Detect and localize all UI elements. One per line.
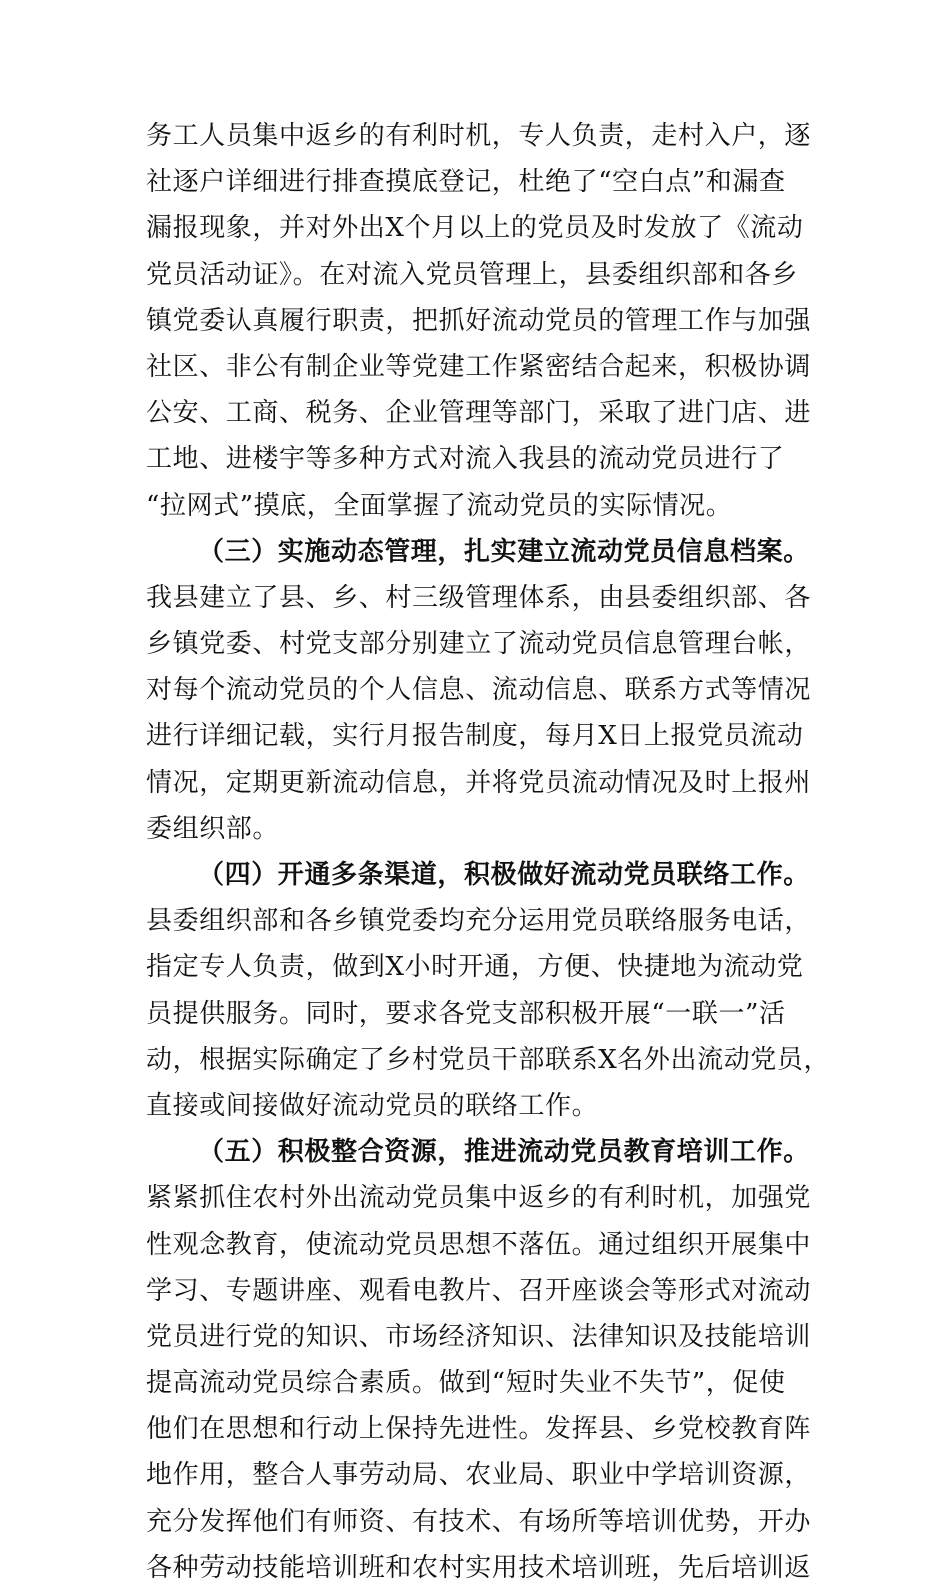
text-line: 务工人员集中返乡的有利时机，专人负责，走村入户，逐 (146, 121, 812, 151)
text-line: 动，根据实际确定了乡村党员干部联系X名外出流动党员， (146, 1044, 831, 1075)
text-line: 公安、工商、税务、企业管理等部门，采取了进门店、进 (146, 398, 812, 429)
text-line: 县委组织部和各乡镇党委均充分运用党员联络服务电话， (146, 906, 812, 937)
text-line: 社区、非公有制企业等党建工作紧密结合起来，积极协调 (146, 351, 812, 382)
text-line: 社逐户详细进行排查摸底登记，杜绝了“空白点”和漏查 (146, 167, 786, 198)
section-education-training (146, 1129, 810, 1591)
paragraph-migrant-registration (146, 113, 810, 529)
section-dynamic-management (146, 529, 810, 852)
text-line: 漏报现象，并对外出X个月以上的党员及时发放了《流动 (146, 213, 804, 244)
section-heading: （五）积极整合资源，推进流动党员教育培训工作。 (198, 1137, 810, 1168)
text-line: 镇党委认真履行职责，把抓好流动党员的管理工作与加强 (146, 305, 812, 336)
text-line: 性观念教育，使流动党员思想不落伍。通过组织开展集中 (146, 1229, 812, 1260)
text-line: 指定专人负责，做到X小时开通，方便、快捷地为流动党 (146, 952, 804, 983)
text-line: 情况，定期更新流动信息，并将党员流动情况及时上报州 (146, 767, 812, 798)
text-line: 委组织部。 (146, 813, 280, 844)
text-line: 紧紧抓住农村外出流动党员集中返乡的有利时机，加强党 (146, 1183, 812, 1214)
section-contact-channels (146, 852, 831, 1129)
text-line: 各种劳动技能培训班和农村实用技术培训班，先后培训返 (146, 1552, 812, 1583)
section-heading: （三）实施动态管理，扎实建立流动党员信息档案。 (198, 536, 810, 567)
section-heading: （四）开通多条渠道，积极做好流动党员联络工作。 (198, 860, 810, 890)
text-line: 他们在思想和行动上保持先进性。发挥县、乡党校教育阵 (146, 1414, 812, 1445)
text-line: 提高流动党员综合素质。做到“短时失业不失节”，促使 (146, 1368, 786, 1399)
text-line: 对每个流动党员的个人信息、流动信息、联系方式等情况 (146, 675, 812, 706)
document-body (146, 113, 831, 1591)
text-line: 地作用，整合人事劳动局、农业局、职业中学培训资源， (146, 1460, 812, 1491)
text-line: 工地、进楼宇等多种方式对流入我县的流动党员进行了 (146, 444, 785, 475)
text-line: 充分发挥他们有师资、有技术、有场所等培训优势，开办 (146, 1506, 812, 1537)
text-line: “拉网式”摸底，全面掌握了流动党员的实际情况。 (146, 490, 733, 521)
text-line: 乡镇党委、村党支部分别建立了流动党员信息管理台帐， (146, 629, 812, 660)
text-line: 员提供服务。同时，要求各党支部积极开展“一联一”活 (146, 998, 786, 1029)
text-line: 我县建立了县、乡、村三级管理体系，由县委组织部、各 (146, 582, 812, 613)
text-line: 党员进行党的知识、市场经济知识、法律知识及技能培训 (146, 1321, 812, 1352)
text-line: 直接或间接做好流动党员的联络工作。 (146, 1090, 599, 1121)
text-line: 党员活动证》。在对流入党员管理上，县委组织部和各乡 (146, 259, 799, 290)
text-line: 进行详细记载，实行月报告制度，每月X日上报党员流动 (146, 721, 804, 752)
text-line: 学习、专题讲座、观看电教片、召开座谈会等形式对流动 (146, 1275, 812, 1306)
